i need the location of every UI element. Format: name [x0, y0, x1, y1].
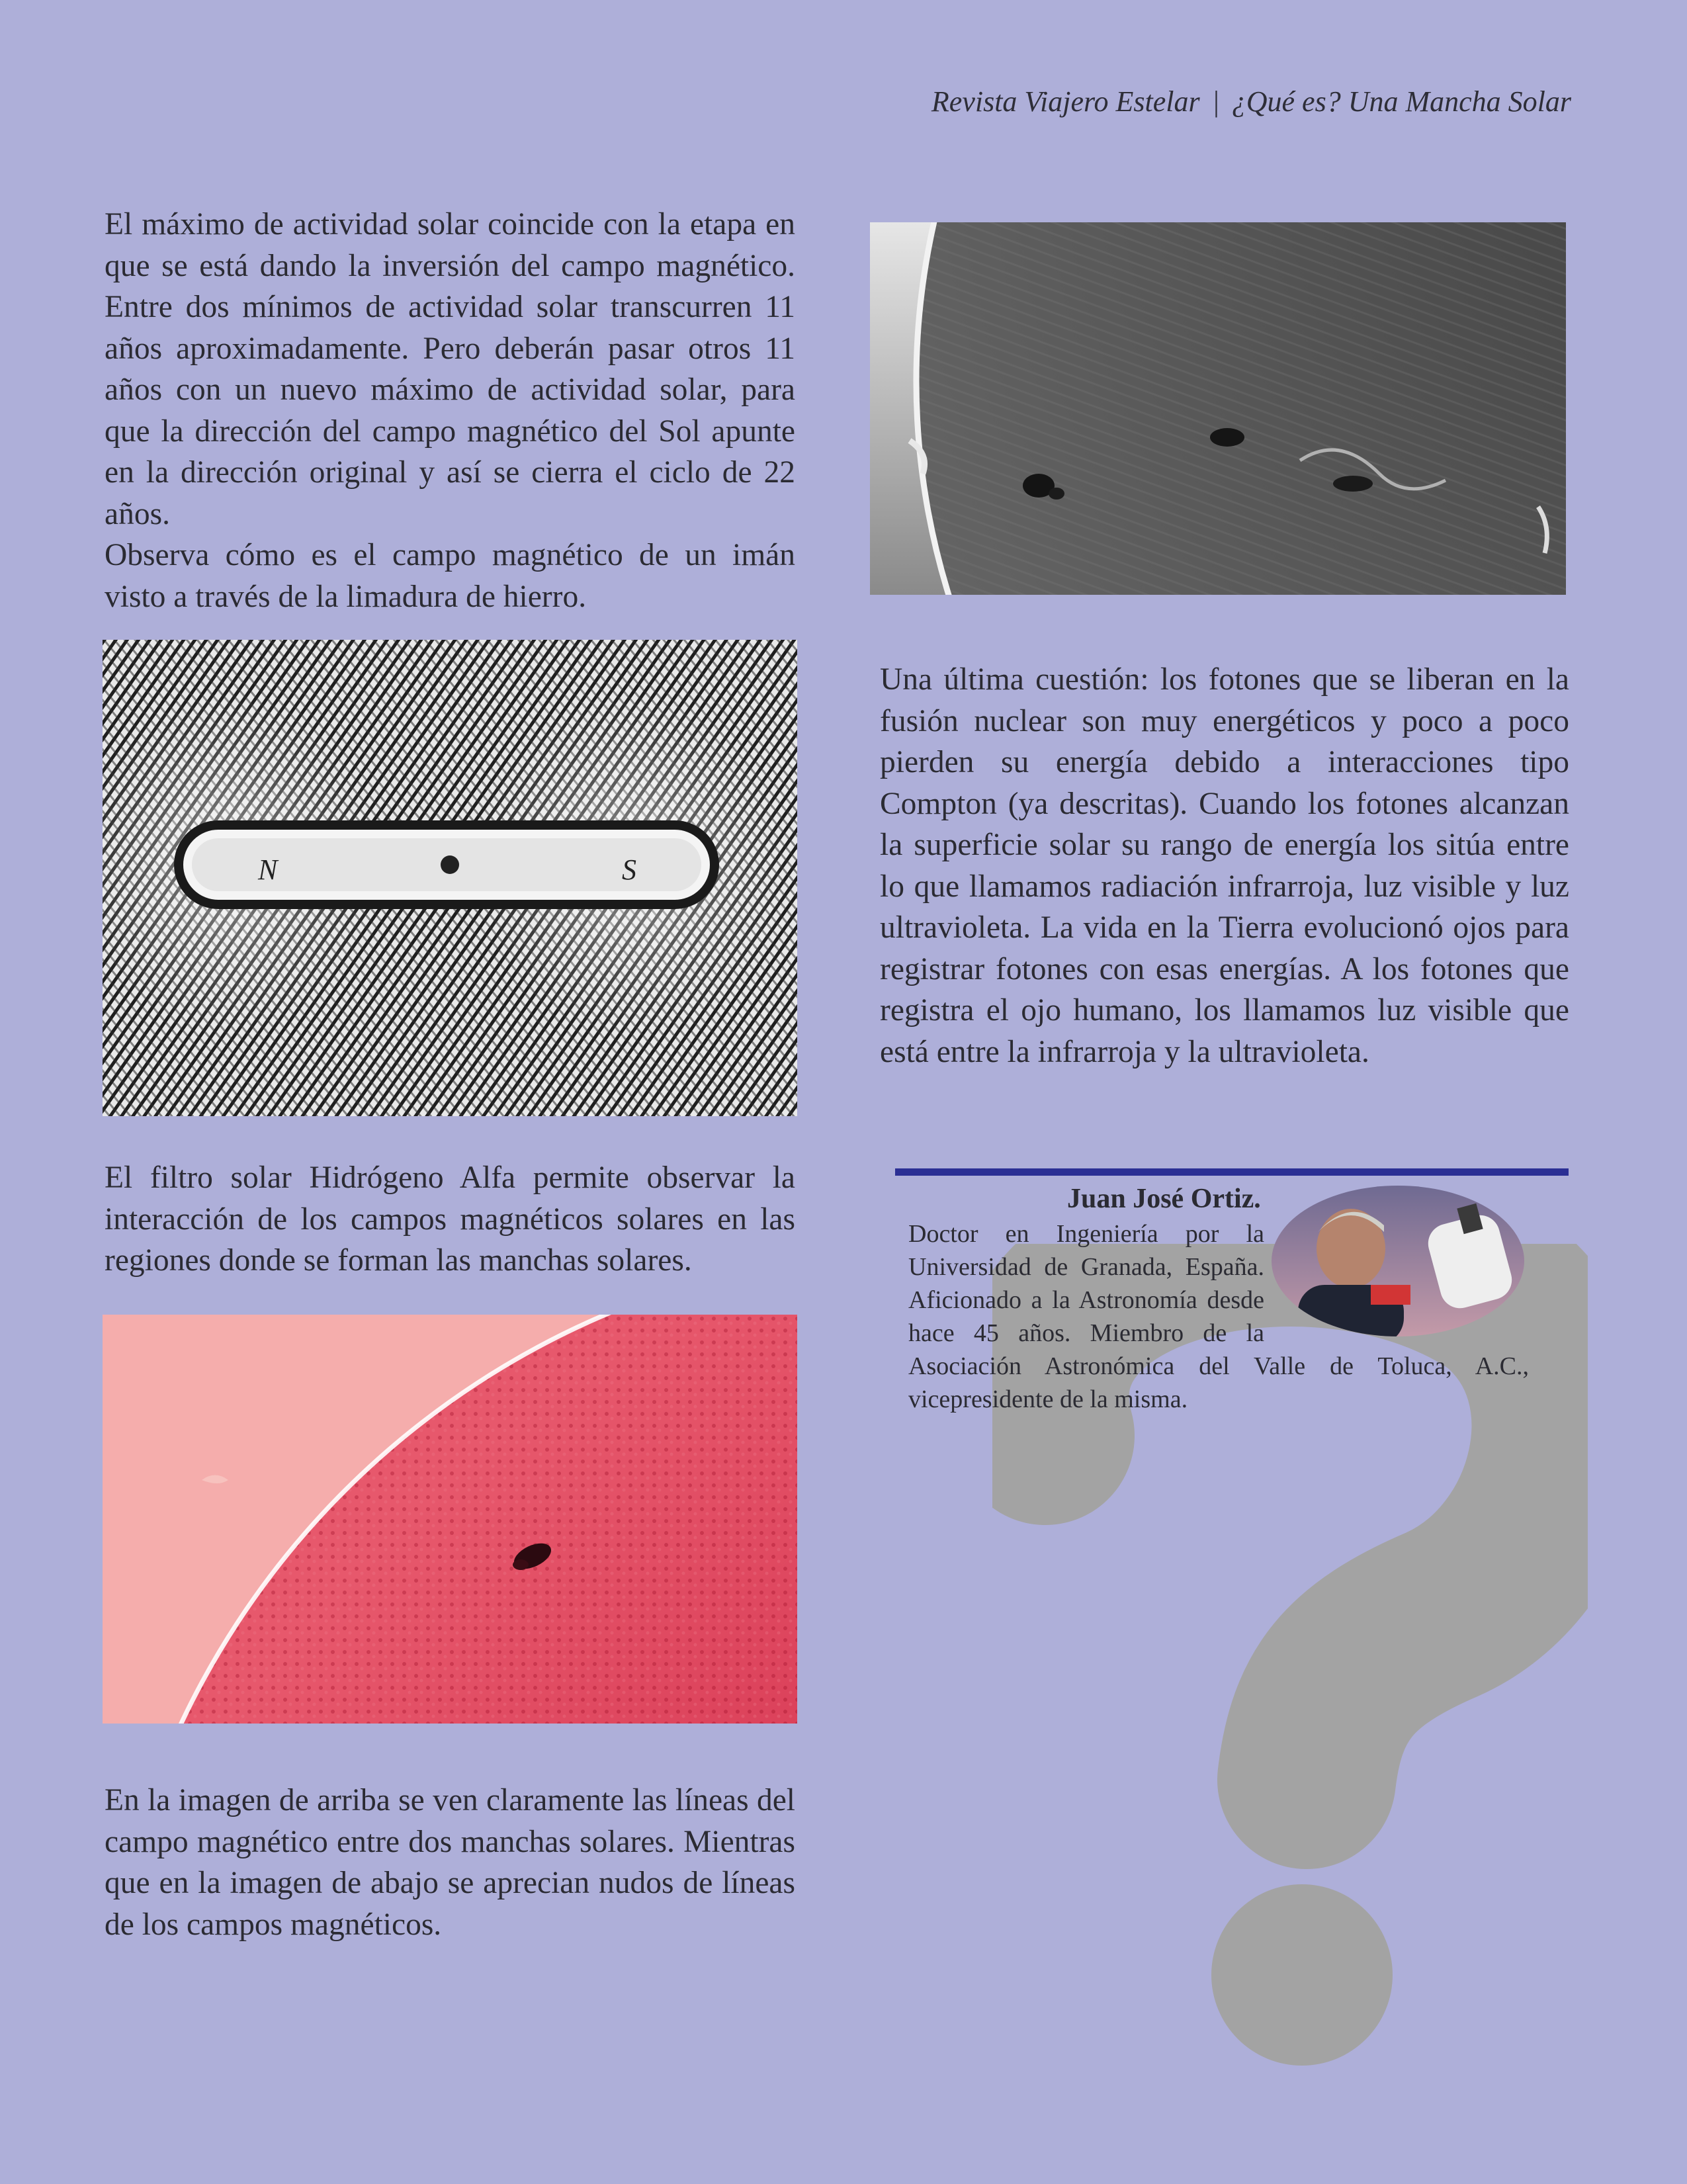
- author-description: Doctor en Ingeniería por la Universidad de Granada, España. Aficionado a la Astronomía desde hace 45 años. Miembro de la Asociación Astronómica del Valle de Toluca, A.C., vicepresidente de la misma.: [908, 1217, 1529, 1416]
- left-paragraph-3: En la imagen de arriba se ven claramente las líneas del campo magnético entre dos manchas solares. Mientras que en la imagen de abajo se aprecian nudos de líneas de los campos magnéticos.: [105, 1783, 795, 1942]
- svg-text:N: N: [258, 853, 278, 886]
- author-name: Juan José Ortiz.: [1067, 1184, 1261, 1214]
- sun-hydrogen-alpha-red-image: [103, 1315, 797, 1724]
- bio-photo-float: [1264, 1217, 1529, 1343]
- bio-divider-rule: [895, 1168, 1569, 1176]
- bar-magnet-iron-filings-image: [103, 640, 797, 1116]
- left-paragraph-1b: Observa cómo es el campo magnético de un imán visto a través de la limadura de hierro.: [105, 538, 795, 614]
- sun-chromosphere-grayscale-image: [870, 222, 1566, 595]
- publication-title: Revista Viajero Estelar: [931, 85, 1200, 118]
- right-paragraph-1: Una última cuestión: los fotones que se liberan en la fusión nuclear son muy energéticos y poco a poco pierden su energía debido a interacciones tipo Compton (ya descritas). Cuando los fotones alcanzan la superficie solar su rango de energía los sitúa entre lo que llamamos radiación infrarroja, luz visible y luz ultravioleta. La vida en la Tierra evolucionó ojos para registrar fotones con esas energías. A los fotones que registra el ojo humano, los llamamos luz visible que está entre la infrarroja y la ultravioleta.: [880, 662, 1569, 1069]
- left-paragraph-1a: El máximo de actividad solar coincide con la etapa en que se está dando la inversión del campo magnético. Entre dos mínimos de actividad solar transcurren 11 años aproximadamente. Pero deberán pasar otros 11 años con un nuevo máximo de actividad solar, para que la dirección del campo magnético del Sol apunte en la dirección original y así se cierra el ciclo de 22 años.: [105, 207, 795, 531]
- header-separator: |: [1211, 85, 1220, 118]
- running-header: [931, 85, 1571, 118]
- svg-text:S: S: [622, 853, 636, 886]
- section-title: ¿Qué es? Una Mancha Solar: [1231, 85, 1571, 118]
- left-paragraph-1: [105, 204, 795, 617]
- left-paragraph-2: El filtro solar Hidrógeno Alfa permite observar la interacción de los campos magnéticos solares en las regiones donde se forman las manchas solares.: [105, 1160, 795, 1278]
